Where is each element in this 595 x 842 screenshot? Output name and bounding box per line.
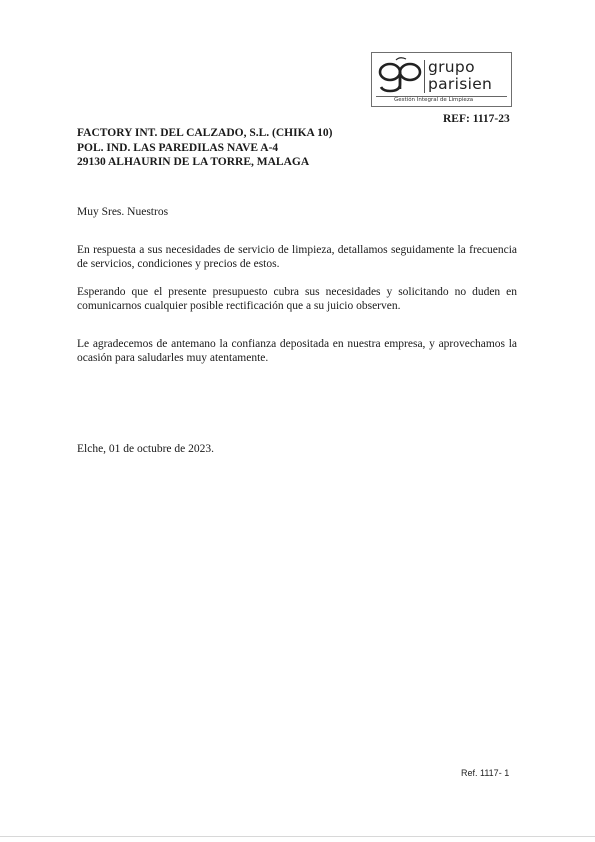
place-date: Elche, 01 de octubre de 2023. [77, 443, 214, 455]
recipient-company: FACTORY INT. DEL CALZADO, S.L. (CHIKA 10) [77, 127, 333, 139]
recipient-street: POL. IND. LAS PAREDILAS NAVE A-4 [77, 141, 279, 154]
reference-number: REF: 1117-23 [443, 113, 510, 125]
paragraph-intro: En respuesta a sus necesidades de servicio de limpieza, detallamos seguidamente la frecuencia de servicios, condiciones y precios de estos. [77, 244, 517, 270]
footer-page-ref: Ref. 1117- 1 [461, 768, 510, 778]
paragraph-request: Esperando que el presente presupuesto cubra sus necesidades y solicitando no duden en comunicarnos cualquier posible rectificación que a su juicio observen. [77, 286, 517, 312]
bottom-rule [0, 836, 595, 837]
logo-divider [424, 60, 425, 93]
logo-tagline: Gestión Integral de Limpieza [394, 97, 474, 103]
paragraph-closing: Le agradecemos de antemano la confianza depositada en nuestra empresa, y aprovechamos la ocasión para saludarles muy atentamente. [77, 338, 517, 364]
logo-word-parisien: parisien [428, 75, 493, 93]
gp-logo-icon [376, 56, 424, 94]
salutation: Muy Sres. Nuestros [77, 206, 169, 218]
recipient-city: 29130 ALHAURIN DE LA TORRE, MALAGA [77, 156, 310, 168]
recipient-address [77, 126, 332, 170]
company-logo [371, 52, 512, 107]
logo-word-grupo: grupo [428, 58, 475, 76]
